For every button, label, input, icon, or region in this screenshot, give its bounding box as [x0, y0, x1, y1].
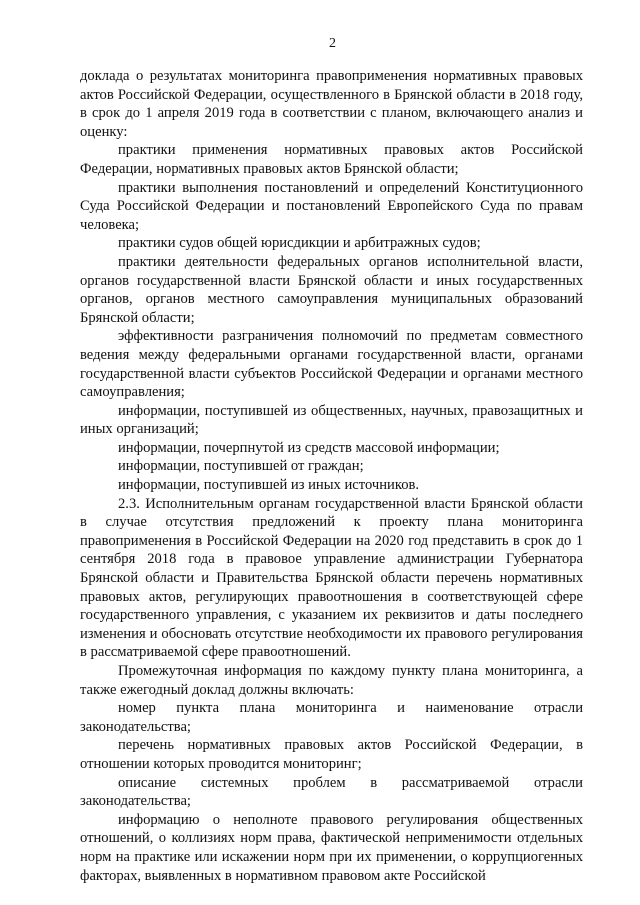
paragraph-list-item: практики судов общей юрисдикции и арбитражных судов;	[118, 235, 481, 252]
page-number: 2	[329, 36, 336, 51]
paragraph-report-intro: доклада о результатах мониторинга правоприменения нормативных правовых актов Российской Федерации, осуществленного в Брянской области в 2018 году, в срок до 1 апреля 2019 года в соответствии с планом, включающего анализ и оценку:	[80, 68, 583, 140]
document-body	[80, 67, 583, 885]
paragraph-list-item: практики выполнения постановлений и определений Конституционного Суда Российской Федерации и постановлений Европейского Суда по правам человека;	[80, 179, 583, 233]
paragraph-list-item: описание системных проблем в рассматриваемой отрасли законодательства;	[80, 774, 583, 810]
paragraph-list-item: номер пункта плана мониторинга и наименование отрасли законодательства;	[80, 700, 583, 735]
paragraph-clause-2-3: 2.3. Исполнительным органам государственной власти Брянской области в случае отсутствия предложений к проекту плана мониторинга правоприменения в Российской Федерации на 2020 год представить в срок до 1 сентября 2018 года в правовое управление администрации Губернатора Брянской области и Правительства Брянской области перечень нормативных правовых актов, регулирующих правоотношения в соответствующей сфере государственного управления, с указанием их реквизитов и даты последнего изменения и обосновать отсутствие необходимости их правового регулирования в рассматриваемой сфере правоотношений.	[80, 495, 583, 661]
paragraph-list-item: практики деятельности федеральных органов исполнительной власти, органов государственной власти Брянской области и иных государственных органов, органов местного самоуправления муниципальных образований Брянской области;	[80, 253, 583, 326]
paragraph-list-item: практики применения нормативных правовых актов Российской Федерации, нормативных правовых актов Брянской области;	[80, 142, 583, 177]
paragraph-list-item: информации, поступившей из общественных, научных, правозащитных и иных организаций;	[80, 402, 583, 438]
paragraph-list-item: эффективности разграничения полномочий по предметам совместного ведения между федеральными органами государственной власти, органами государственной власти субъектов Российской Федерации и органами местного самоуправления;	[80, 328, 583, 401]
paragraph-list-item: информации, поступившей от граждан;	[118, 458, 364, 475]
paragraph-list-item: информации, поступившей из иных источников.	[118, 477, 420, 494]
paragraph-list-item: информацию о неполноте правового регулирования общественных отношений, о коллизиях норм права, фактической неприменимости отдельных норм на практике или искажении норм при их применении, о коррупциогенных факторах, выявленных в нормативном правовом акте Российской	[80, 811, 583, 884]
paragraph-interim-info: Промежуточная информация по каждому пункту плана мониторинга, а также ежегодный доклад должны включать:	[80, 663, 583, 698]
paragraph-list-item: информации, почерпнутой из средств массовой информации;	[118, 439, 500, 456]
paragraph-list-item: перечень нормативных правовых актов Российской Федерации, в отношении которых проводится мониторинг;	[80, 737, 583, 772]
